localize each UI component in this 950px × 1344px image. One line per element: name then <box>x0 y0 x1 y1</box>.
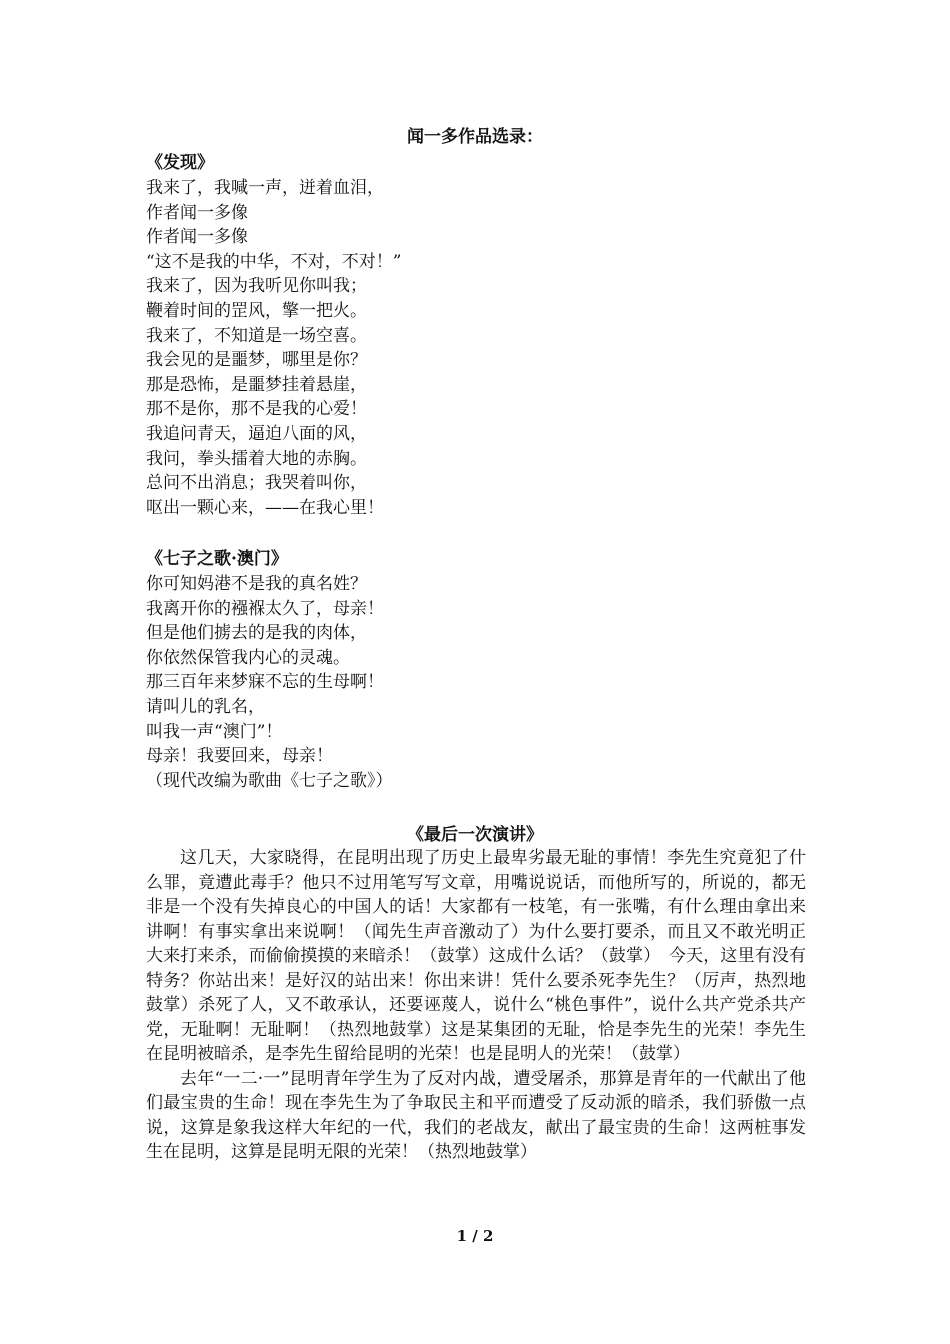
poem-line: 作者闻一多像 <box>146 227 248 248</box>
poem-line: 请叫儿的乳名， <box>146 696 265 717</box>
poem-line: 叫我一声“澳门”！ <box>146 721 283 742</box>
poem-faxian <box>146 150 826 520</box>
poem-line: 我会见的是噩梦，哪里是你？ <box>146 350 367 371</box>
poem-line: 你可知妈港不是我的真名姓？ <box>146 574 367 594</box>
speech-body <box>146 846 806 1165</box>
poem-line: 你依然保管我内心的灵魂。 <box>146 647 350 668</box>
poem-line: 鞭着时间的罡风，擎一把火。 <box>146 300 367 321</box>
poem-line: 母亲！我要回来，母亲！ <box>146 746 333 767</box>
poem-line: 我问，拳头擂着大地的赤胸。 <box>146 448 367 469</box>
poem-line: 我追问青天，逼迫八面的风， <box>146 423 367 444</box>
poem-line: 我来了，因为我听见你叫我； <box>146 276 367 297</box>
speech-paragraph: 这几天，大家晓得，在昆明出现了历史上最卑劣最无耻的事情！李先生究竟犯了什么罪，竟遭此毒手？他只不过用笔写写文章，用嘴说说话，而他所写的，所说的，都无非是一个没有失掉良心的中国人的话！大家都有一枝笔，有一张嘴，有什么理由拿出来讲啊！有事实拿出来说啊！（闻先生声音激动了）为什么要打要杀，而且又不敢光明正大来打来杀，而偷偷摸摸的来暗杀！（鼓掌）这成什么话？（鼓掌） 今天，这里有没有特务？你站出来！是好汉的站出来！你出来讲！凭什么要杀死李先生？（厉声，热烈地鼓掌）杀死了人，又不敢承认，还要诬蔑人，说什么“桃色事件”，说什么共产党杀共产党，无耻啊！无耻啊！（热烈地鼓掌）这是某集团的无耻，恰是李先生的光荣！李先生在昆明被暗杀，是李先生留给昆明的光荣！也是昆明人的光荣！（鼓掌） <box>146 848 806 1064</box>
page-number: 1 / 2 <box>456 1227 494 1245</box>
document-title: 闻一多作品选录： <box>407 127 543 147</box>
poem-line: 作者闻一多像 <box>146 202 248 223</box>
poem-line: 那是恐怖，是噩梦挂着悬崖， <box>146 374 367 395</box>
speech-paragraph: 去年“一二·一”昆明青年学生为了反对内战，遭受屠杀，那算是青年的一代献出了他们最宝贵的生命！现在李先生为了争取民主和平而遭受了反动派的暗杀，我们骄傲一点说，这算是象我这样大年纪的一代，我们的老战友，献出了最宝贵的生命！这两桩事发生在昆明，这算是昆明无限的光荣！（热烈地鼓掌） <box>146 1068 806 1162</box>
poem-title: 《发现》 <box>146 153 214 173</box>
poem-line: 总问不出消息；我哭着叫你， <box>146 473 367 494</box>
poem-line: “这不是我的中华，不对，不对！” <box>146 251 402 272</box>
speech-title: 《最后一次演讲》 <box>407 825 543 845</box>
poem-line: 但是他们掳去的是我的肉体， <box>146 623 367 644</box>
poem-title: 《七子之歌·澳门》 <box>146 549 288 569</box>
poem-line: 我来了，我喊一声，迸着血泪， <box>146 178 384 198</box>
poem-line: 那三百年来梦寐不忘的生母啊！ <box>146 672 384 693</box>
poem-line: 我来了，不知道是一场空喜。 <box>146 325 367 346</box>
poem-qizizhige-aomen <box>146 546 826 793</box>
poem-line: 我离开你的襁褓太久了，母亲！ <box>146 598 384 619</box>
poem-line: 呕出一颗心来，——在我心里！ <box>146 497 384 518</box>
poem-line: （现代改编为歌曲《七子之歌》） <box>146 770 393 791</box>
poem-line: 那不是你，那不是我的心爱！ <box>146 399 367 420</box>
